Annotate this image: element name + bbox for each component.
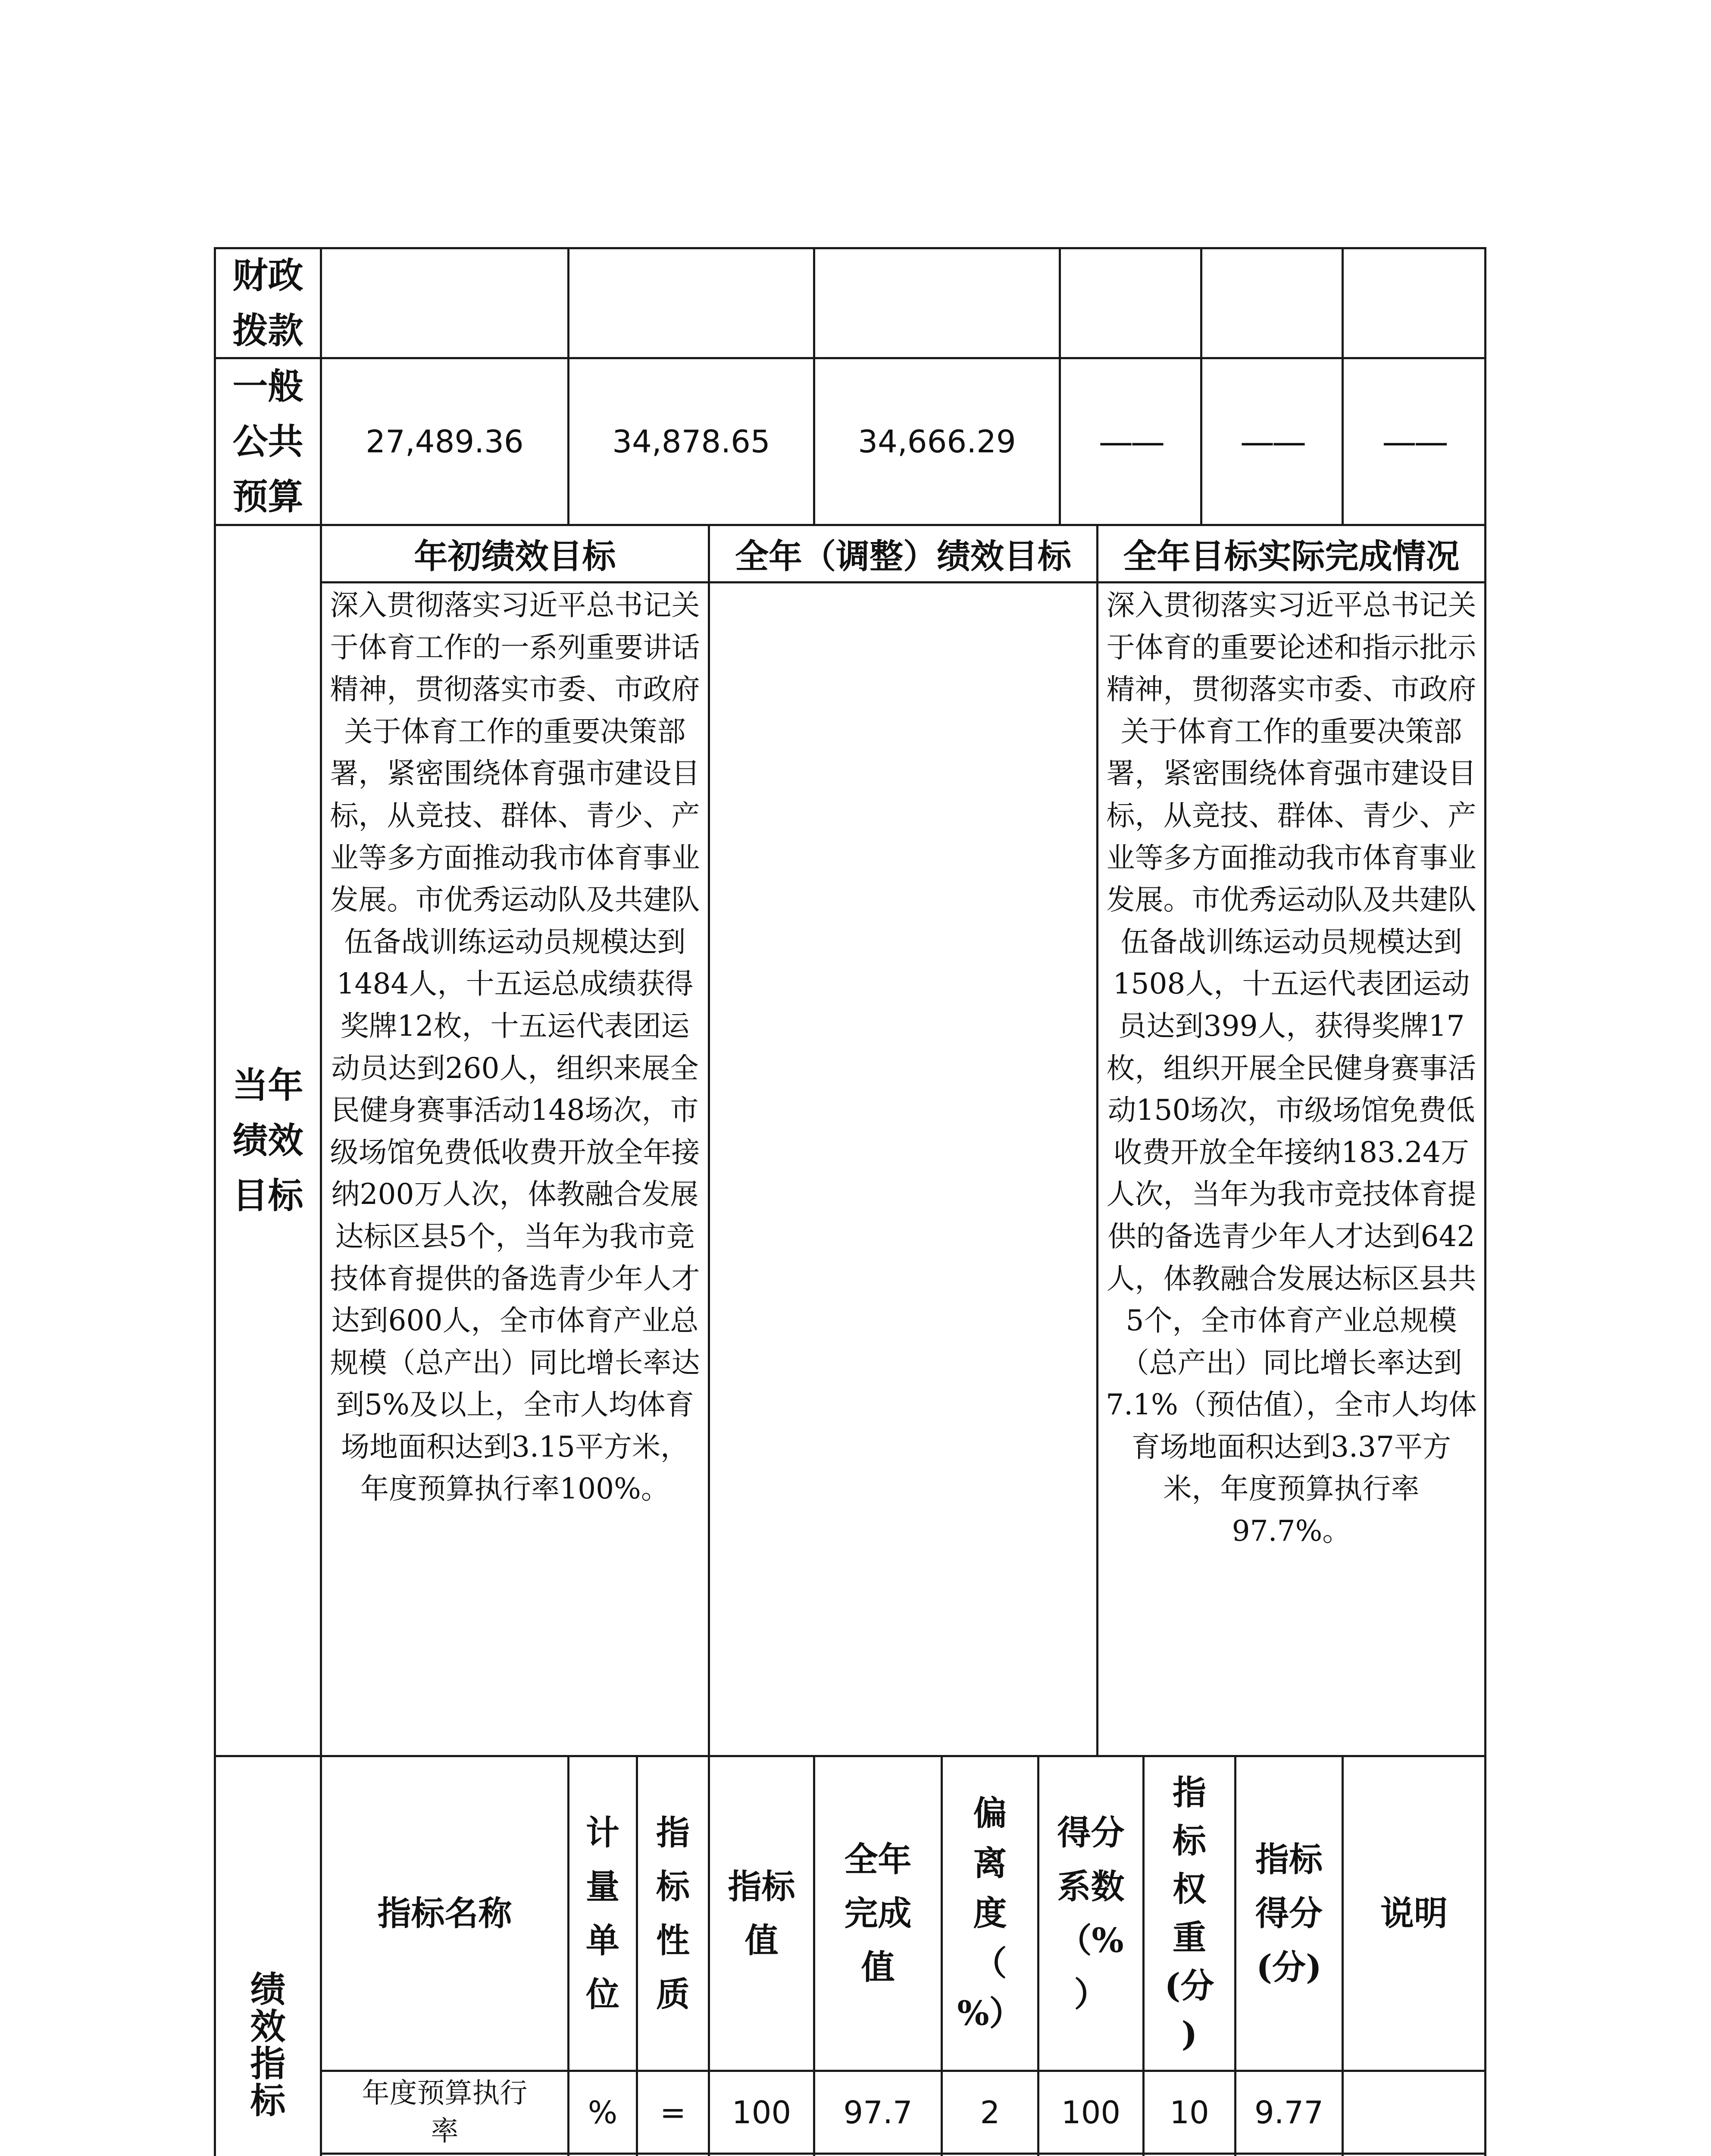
dash-cell: —— [1098,421,1163,462]
budget-value-actual: 34,666.29 [858,423,1016,460]
header-score-coefficient: 得分 系数 （% ） [1057,1813,1125,2014]
performance-table [214,247,1486,2156]
header-indicator-name: 指标名称 [377,1894,512,1933]
header-indicator-value: 指标 值 [728,1867,795,1960]
dash-cell: —— [1382,421,1446,462]
col-actual-completion-header: 全年目标实际完成情况 [1123,537,1460,576]
row-nature: = [660,2094,686,2131]
header-deviation: 偏 离 度 （ %） [957,1793,1023,2033]
header-unit: 计 量 单 位 [585,1813,619,2014]
row-indicator-value: 100 [732,2094,791,2131]
adjusted-goal-text [710,583,1096,1755]
header-note: 说明 [1380,1894,1448,1933]
row-score: 9.77 [1254,2094,1324,2131]
row-weight: 10 [1170,2094,1209,2131]
col-initial-goal-header: 年初绩效目标 [414,537,616,576]
budget-value-adjusted: 34,878.65 [612,423,770,460]
header-indicator-weight: 指 标 权 重 (分 ) [1164,1773,1214,2054]
label-general-public-budget: 一般 公共 预算 [232,366,303,517]
label-fiscal-appropriation: 财政 拨款 [232,255,303,351]
dash-cell: —— [1240,421,1304,462]
row-deviation: 2 [980,2094,1000,2131]
row-completed-value: 97.7 [843,2094,913,2131]
row-coefficient: 100 [1061,2094,1121,2131]
header-completed-value: 全年 完成 值 [844,1840,912,1987]
col-adjusted-goal-header: 全年（调整）绩效目标 [735,537,1071,576]
actual-completion-text: 深入贯彻落实习近平总书记关于体育的重要论述和指示批示精神，贯彻落实市委、市政府关于体育工作的重要决策部署，紧密围绕体育强市建设目标，从竞技、群体、青少、产业等多方面推动我市体育事业发展。市优秀运动队及共建队伍备战训练运动员规模达到1508人，十五运代表团运动员达到399人，获得奖牌17枚，组织开展全民健身赛事活动150场次，市级场馆免费低收费开放全年接纳183.24万人次，当年为我市竞技体育提供的备选青少年人才达到642人，体教融合发展达标区县共5个，全市体育产业总规模（总产出）同比增长率达到7.1%（预估值），全市人均体育场地面积达到3.37平方米，年度预算执行率97.7%。 [1106,589,1477,1548]
row-unit: % [588,2094,618,2131]
table-row-name: 年度预算执行 率 [362,2077,528,2147]
initial-goal-text: 深入贯彻落实习近平总书记关于体育工作的一系列重要讲话精神，贯彻落实市委、市政府关于体育工作的重要决策部署，紧密围绕体育强市建设目标，从竞技、群体、青少、产业等多方面推动我市体育事业发展。市优秀运动队及共建队伍备战训练运动员规模达到1484人，十五运总成绩获得奖牌12枚，十五运代表团运动员达到260人，组织来展全民健身赛事活动148场次，市级场馆免费低收费开放全年接纳200万人次，体教融合发展达标区县5个，当年为我市竞技体育提供的备选青少年人才达到600人，全市体育产业总规模（总产出）同比增长率达到5%及以上，全市人均体育场地面积达到3.15平方米，年度预算执行率100%。 [330,589,700,1506]
label-performance-indicators: 绩 效 指 标 [250,1968,286,2122]
label-annual-performance-goals: 当年 绩效 目标 [232,1065,303,1216]
row-note [1344,2072,1484,2153]
header-indicator-score: 指标 得分 (分) [1255,1840,1323,1987]
budget-value-initial: 27,489.36 [366,423,524,460]
header-nature: 指 标 性 质 [656,1813,690,2014]
